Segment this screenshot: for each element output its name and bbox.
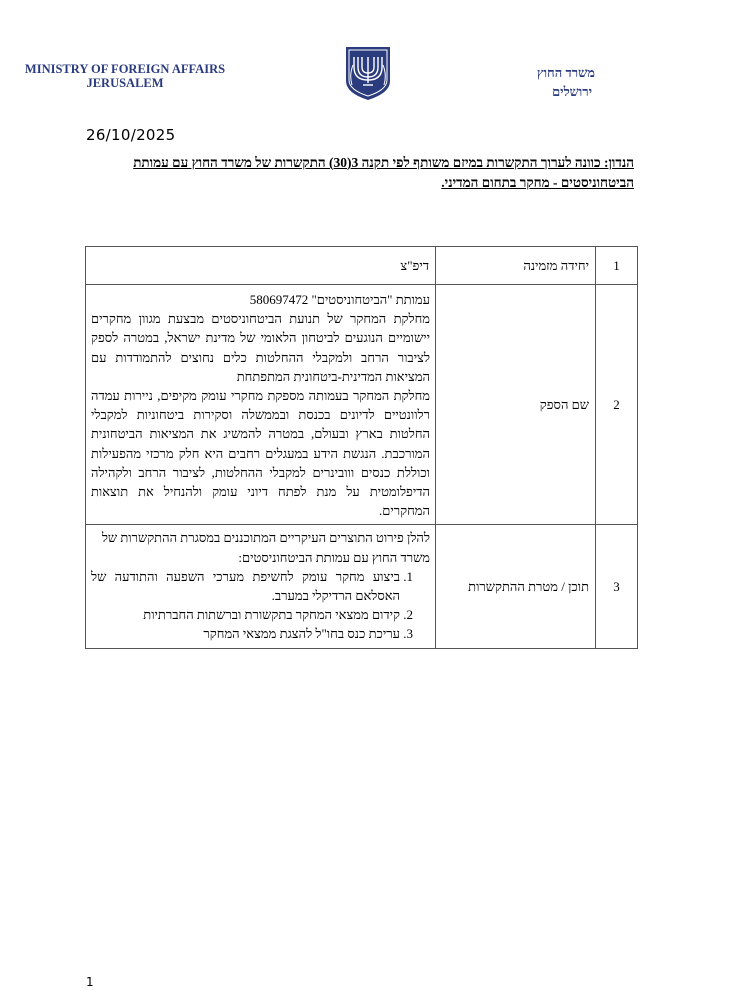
- supplier-description: מחלקת המחקר של תנועת הביטחוניסטים מבצעת מגוון מחקרים יישומיים הנוגעים לביטחון הלאומי של מדינת ישראל, במטרה לספק לציבור הרחב ולמקבלי ההחלטות כלים נחוצים להתמודדות עם המציאות המדינית-ביטחונית המתפתחת: [91, 311, 430, 384]
- ministry-name-he-line1: משרד החוץ: [536, 65, 595, 80]
- details-table: [85, 246, 638, 649]
- purpose-intro: להלן פירוט התוצרים העיקריים המתוכננים במסגרת ההתקשרות של משרד החוץ עם עמותת הביטחוניסטים:: [101, 530, 430, 565]
- supplier-name: עמותת "הביטחוניסטים" 580697472: [249, 292, 430, 307]
- row-content: [86, 285, 436, 525]
- document-date: 26/10/2025: [86, 126, 176, 144]
- menorah-emblem-icon: [344, 45, 392, 101]
- deliverables-list: [91, 567, 430, 644]
- row-content: [86, 525, 436, 648]
- row-label: יחידה מזמינה: [436, 247, 596, 285]
- ministry-city-he: ירושלים: [552, 84, 592, 99]
- row-number: 1: [596, 247, 638, 285]
- list-item: 1. ביצוע מחקר עומק לחשיפת מערכי השפעה והתודעה של האסלאם הרדיקלי במערב.: [91, 567, 400, 605]
- table-row: [86, 285, 638, 525]
- row-content: דיפ"צ: [86, 247, 436, 285]
- ministry-name-english: [24, 62, 226, 90]
- list-item: 2. קידום ממצאי המחקר בתקשורת וברשתות החברתיות: [91, 605, 400, 624]
- ministry-name-en-line1: MINISTRY OF FOREIGN AFFAIRS: [24, 62, 226, 76]
- page-number: 1: [86, 975, 94, 989]
- table-row: [86, 525, 638, 648]
- ministry-city-en: JERUSALEM: [86, 76, 164, 90]
- row-label: תוכן / מטרת ההתקשרות: [436, 525, 596, 648]
- row-number: 2: [596, 285, 638, 525]
- document-subject: הנדון: כוונה לערוך התקשרות במיזם משותף לפי תקנה 3(30) התקשרות של משרד החוץ עם עמותת הביטחוניסטים - מחקר בתחום המדיני.: [133, 155, 634, 190]
- table-row: [86, 247, 638, 285]
- row-label: שם הספק: [436, 285, 596, 525]
- list-item: 3. עריכת כנס בחו"ל להצגת ממצאי המחקר: [91, 624, 400, 643]
- supplier-description: מחלקת המחקר בעמותה מספקת מחקרי עומק מקיפים, ניירות עמדה רלוונטיים לדיונים בכנסת ובממשלה וסקירות ביטחוניות למקבלי החלטות בארץ ובעולם, במטרה להמשיג את המציאות הביטחונית המורכבת. הנגשת הידע במעגלים רחבים היא חלק מרכזי מהפעילות וכוללת כנסים ווובינרים למקבלי ההחלטות, לציבור הרחב ולקהילה הדיפלומטית על מנת לפתח דיוני עומק ולהנחיל את תוצאות המחקרים.: [91, 388, 430, 519]
- row-number: 3: [596, 525, 638, 648]
- ministry-name-hebrew: [520, 63, 680, 101]
